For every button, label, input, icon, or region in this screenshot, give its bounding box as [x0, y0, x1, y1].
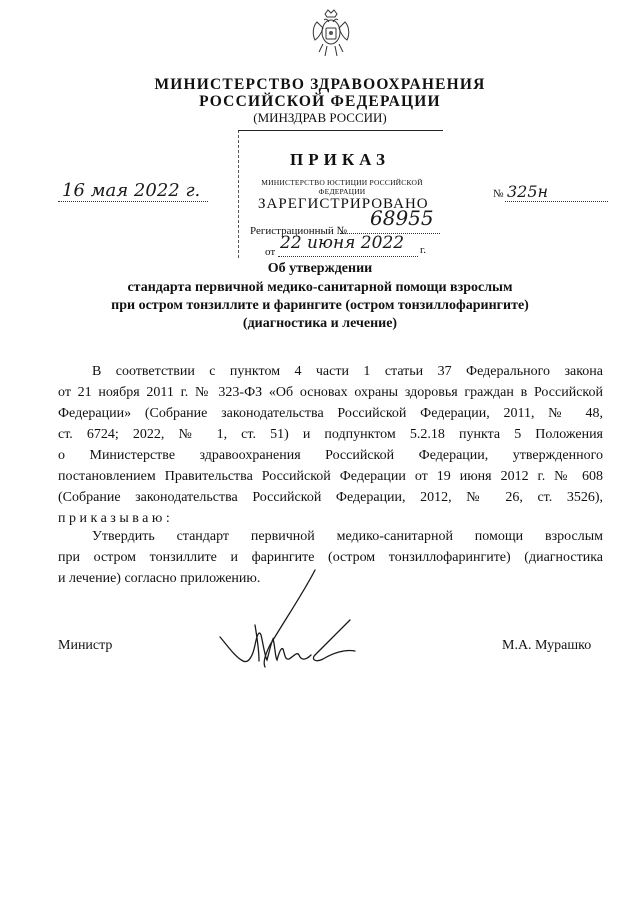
body-paragraph-1: [58, 361, 603, 529]
paragraph-line: и лечение) согласно приложению.: [58, 571, 261, 586]
title-line3: при остром тонзиллите и фарингите (остром тонзиллофарингите): [111, 298, 529, 313]
stamp-authority: МИНИСТЕРСТВО ЮСТИЦИИ РОССИЙСКОЙ ФЕДЕРАЦИИ: [261, 178, 423, 196]
coat-of-arms-icon: [309, 8, 353, 62]
stamp-status: ЗАРЕГИСТРИРОВАНО: [258, 196, 429, 212]
reg-date-suffix: г.: [420, 244, 427, 256]
order-number-underline: [505, 201, 608, 202]
order-number: 325н: [507, 182, 549, 201]
paragraph-line: В соответствии с пунктом 4 части 1 статьи 37 Федерального закона: [92, 364, 603, 379]
decree-word: приказываю:: [58, 511, 174, 526]
title-line1: Об утверждении: [267, 261, 373, 276]
paragraph-line: Утвердить стандарт первичной медико-санитарной помощи взрослым: [92, 529, 603, 544]
title-line2: стандарта первичной медико-санитарной помощи взрослым: [127, 280, 513, 295]
reg-number-label: Регистрационный №: [250, 225, 348, 237]
paragraph-line: (Собрание законодательства Российской Федерации, 2012, № 26, ст. 3526),: [58, 490, 603, 505]
reg-date: 22 июня 2022: [280, 233, 405, 253]
paragraph-line: Федерации» (Собрание законодательства Российской Федерации, 2011, № 48,: [58, 406, 603, 421]
handwritten-signature: [215, 565, 365, 680]
signatory-position: Министр: [58, 638, 113, 653]
paragraph-line: при остром тонзиллите и фарингите (остром тонзиллофарингите) (диагностика: [58, 550, 603, 565]
ministry-name-line1: МИНИСТЕРСТВО ЗДРАВООХРАНЕНИЯ: [154, 76, 486, 93]
reg-date-underline: [278, 256, 418, 257]
order-date: 16 мая 2022 г.: [62, 180, 201, 201]
ministry-name-line2: РОССИЙСКОЙ ФЕДЕРАЦИИ: [199, 93, 441, 110]
signatory-name: М.А. Мурашко: [502, 638, 592, 653]
reg-number: 68955: [370, 206, 434, 230]
document-type: ПРИКАЗ: [290, 150, 390, 169]
paragraph-line: постановлением Правительства Российской Федерации от 19 июня 2012 г. № 608: [58, 469, 603, 484]
order-date-underline: [58, 201, 208, 202]
title-line4: (диагностика и лечение): [242, 316, 398, 331]
order-number-label: №: [493, 188, 504, 200]
reg-date-prefix: от: [265, 246, 276, 258]
paragraph-line: от 21 ноября 2011 г. № 323-ФЗ «Об основах охраны здоровья граждан в Российской: [58, 385, 603, 400]
paragraph-line: о Министерстве здравоохранения Российской Федерации, утвержденного: [58, 448, 603, 463]
ministry-short-name: (МИНЗДРАВ РОССИИ): [253, 110, 387, 125]
paragraph-line: ст. 6724; 2022, № 1, ст. 51) и подпунктом 5.2.18 пункта 5 Положения: [58, 427, 603, 442]
